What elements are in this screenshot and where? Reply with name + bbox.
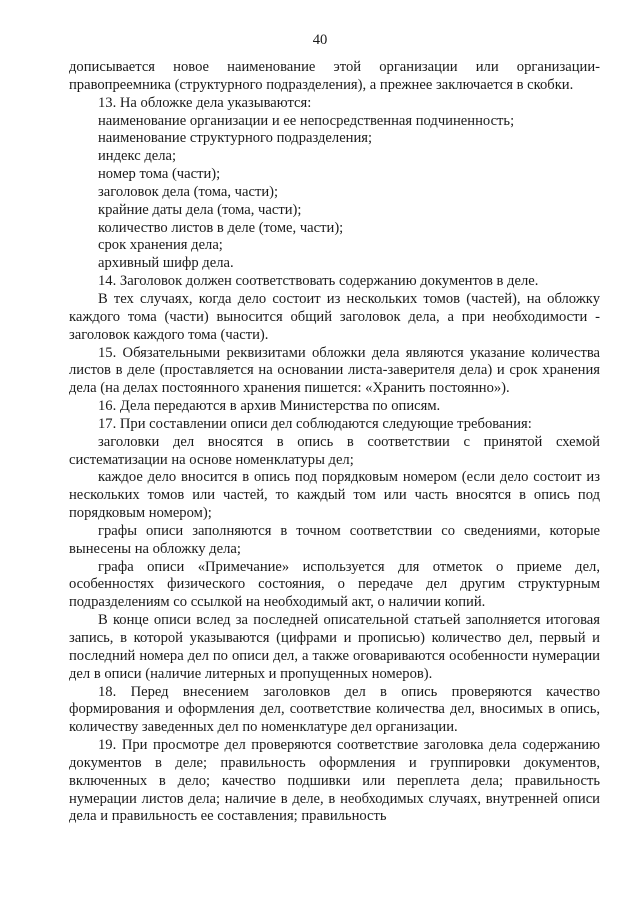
list-item: заголовок дела (тома, части); bbox=[98, 183, 279, 200]
paragraph: 15. Обязательными реквизитами обложки дела являются указание количества листов в деле (проставляется на основании листа-заверителя дела) и срок хранения дела (на делах постоянного хранения пишется: «Хранить постоянно»). bbox=[69, 344, 600, 397]
document-body bbox=[69, 59, 600, 826]
paragraph: каждое дело вносится в опись под порядковым номером (если дело состоит из нескольких томов или частей, то каждый том или часть вносятся в опись под порядковым номером); bbox=[69, 469, 600, 522]
list-item: архивный шифр дела. bbox=[98, 255, 234, 272]
list-item: количество листов в деле (томе, части); bbox=[98, 219, 344, 236]
list-item: срок хранения дела; bbox=[98, 237, 223, 254]
paragraph: 17. При составлении описи дел соблюдаются следующие требования: bbox=[98, 415, 532, 432]
list-item: наименование структурного подразделения; bbox=[98, 130, 373, 147]
paragraph: 14. Заголовок должен соответствовать содержанию документов в деле. bbox=[98, 273, 539, 290]
list-item: номер тома (части); bbox=[98, 166, 221, 183]
paragraph: дописывается новое наименование этой организации или организации-правопреемника (структурного подразделения), а прежнее заключается в скобки. bbox=[69, 59, 600, 93]
list-item: крайние даты дела (тома, части); bbox=[98, 201, 302, 218]
paragraph: В конце описи вслед за последней описательной статьей заполняется итоговая запись, в которой указываются (цифрами и прописью) количество дел, первый и последний номера дел по описи дел, а также оговариваются особенности нумерации дел в описи (наличие литерных и пропущенных номеров). bbox=[69, 612, 600, 682]
paragraph: графа описи «Примечание» используется для отметок о приеме дел, особенностях физического состояния, о передаче дел другим структурным подразделениям со ссылкой на необходимый акт, о наличии копий. bbox=[69, 558, 600, 611]
paragraph: заголовки дел вносятся в опись в соответствии с принятой схемой систематизации на основе номенклатуры дел; bbox=[69, 433, 600, 468]
list-item: индекс дела; bbox=[98, 148, 177, 165]
paragraph: графы описи заполняются в точном соответствии со сведениями, которые вынесены на обложку дела; bbox=[69, 522, 600, 557]
paragraph: 16. Дела передаются в архив Министерства по описям. bbox=[98, 398, 441, 415]
paragraph: 19. При просмотре дел проверяются соответствие заголовка дела содержанию документов в деле; правильность оформления и группировки документов, включенных в дело; качество подшивки или переплета дела; правильность нумерации листов дела; наличие в деле, в необходимых случаях, внутренней описи дела и правильность ее составления; правильность bbox=[69, 737, 600, 825]
paragraph: 13. На обложке дела указываются: bbox=[98, 94, 312, 111]
paragraph: В тех случаях, когда дело состоит из нескольких томов (частей), на обложку каждого тома (части) выносится общий заголовок дела, а при необходимости - заголовок каждого тома (части). bbox=[69, 290, 600, 343]
page-number: 40 bbox=[312, 32, 328, 48]
paragraph: 18. Перед внесением заголовков дел в опись проверяются качество формирования и оформления дел, соответствие количества дел, вносимых в опись, количеству заведенных дел по номенклатуре дел организации. bbox=[69, 683, 600, 736]
list-item: наименование организации и ее непосредственная подчиненность; bbox=[98, 112, 515, 129]
